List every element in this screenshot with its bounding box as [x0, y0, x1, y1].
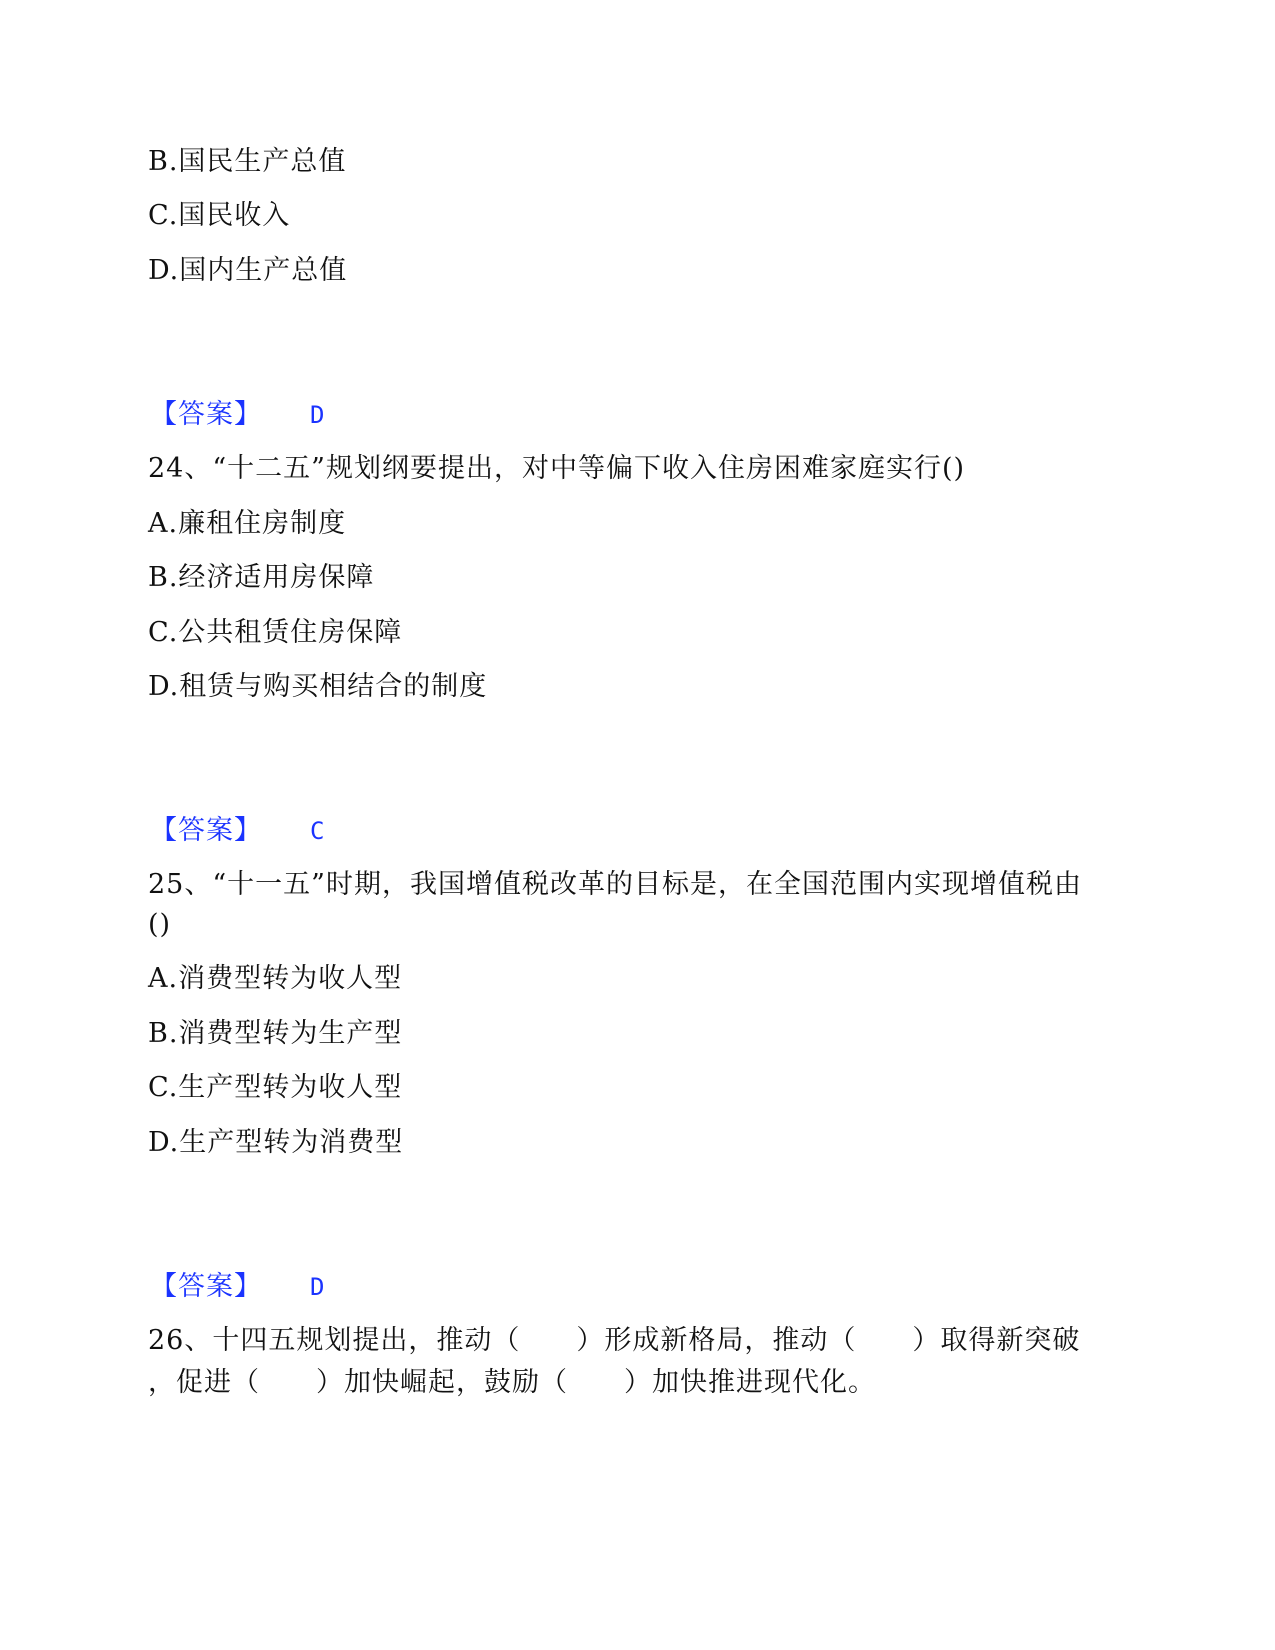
q25-option-b: B.消费型转为生产型	[148, 1018, 403, 1049]
q24-option-d: D.租赁与购买相结合的制度	[148, 671, 488, 702]
q26-stem-line2: ，促进（ ）加快崛起，鼓励（ ）加快推进现代化。	[148, 1367, 876, 1398]
answer-label: 【答案】	[150, 1271, 262, 1302]
answer-value: C	[310, 817, 325, 845]
q26-stem-line1: 26、十四五规划提出，推动（ ）形成新格局，推动（ ）取得新突破	[148, 1325, 1081, 1356]
answer-label: 【答案】	[150, 399, 262, 430]
q23-option-b: B.国民生产总值	[148, 146, 347, 177]
answer-label: 【答案】	[150, 815, 262, 846]
q25-option-d: D.生产型转为消费型	[148, 1127, 404, 1158]
q24-option-b: B.经济适用房保障	[148, 562, 375, 593]
q25-option-a: A.消费型转为收人型	[148, 963, 403, 994]
q25-answer	[150, 1270, 324, 1304]
q23-answer	[150, 398, 324, 432]
answer-value: D	[310, 401, 325, 429]
q23-option-d: D.国内生产总值	[148, 255, 348, 286]
answer-value: D	[310, 1273, 325, 1301]
q24-option-a: A.廉租住房制度	[148, 508, 347, 539]
q25-stem-line2: ()	[148, 909, 172, 940]
q25-option-c: C.生产型转为收人型	[148, 1072, 403, 1103]
q23-option-c: C.国民收入	[148, 200, 291, 231]
q25-stem-line1: 25、“十一五”时期，我国增值税改革的目标是，在全国范围内实现增值税由	[148, 869, 1082, 900]
q24-option-c: C.公共租赁住房保障	[148, 617, 403, 648]
q24-answer	[150, 814, 324, 848]
q24-stem: 24、“十二五”规划纲要提出，对中等偏下收入住房困难家庭实行()	[148, 453, 966, 484]
